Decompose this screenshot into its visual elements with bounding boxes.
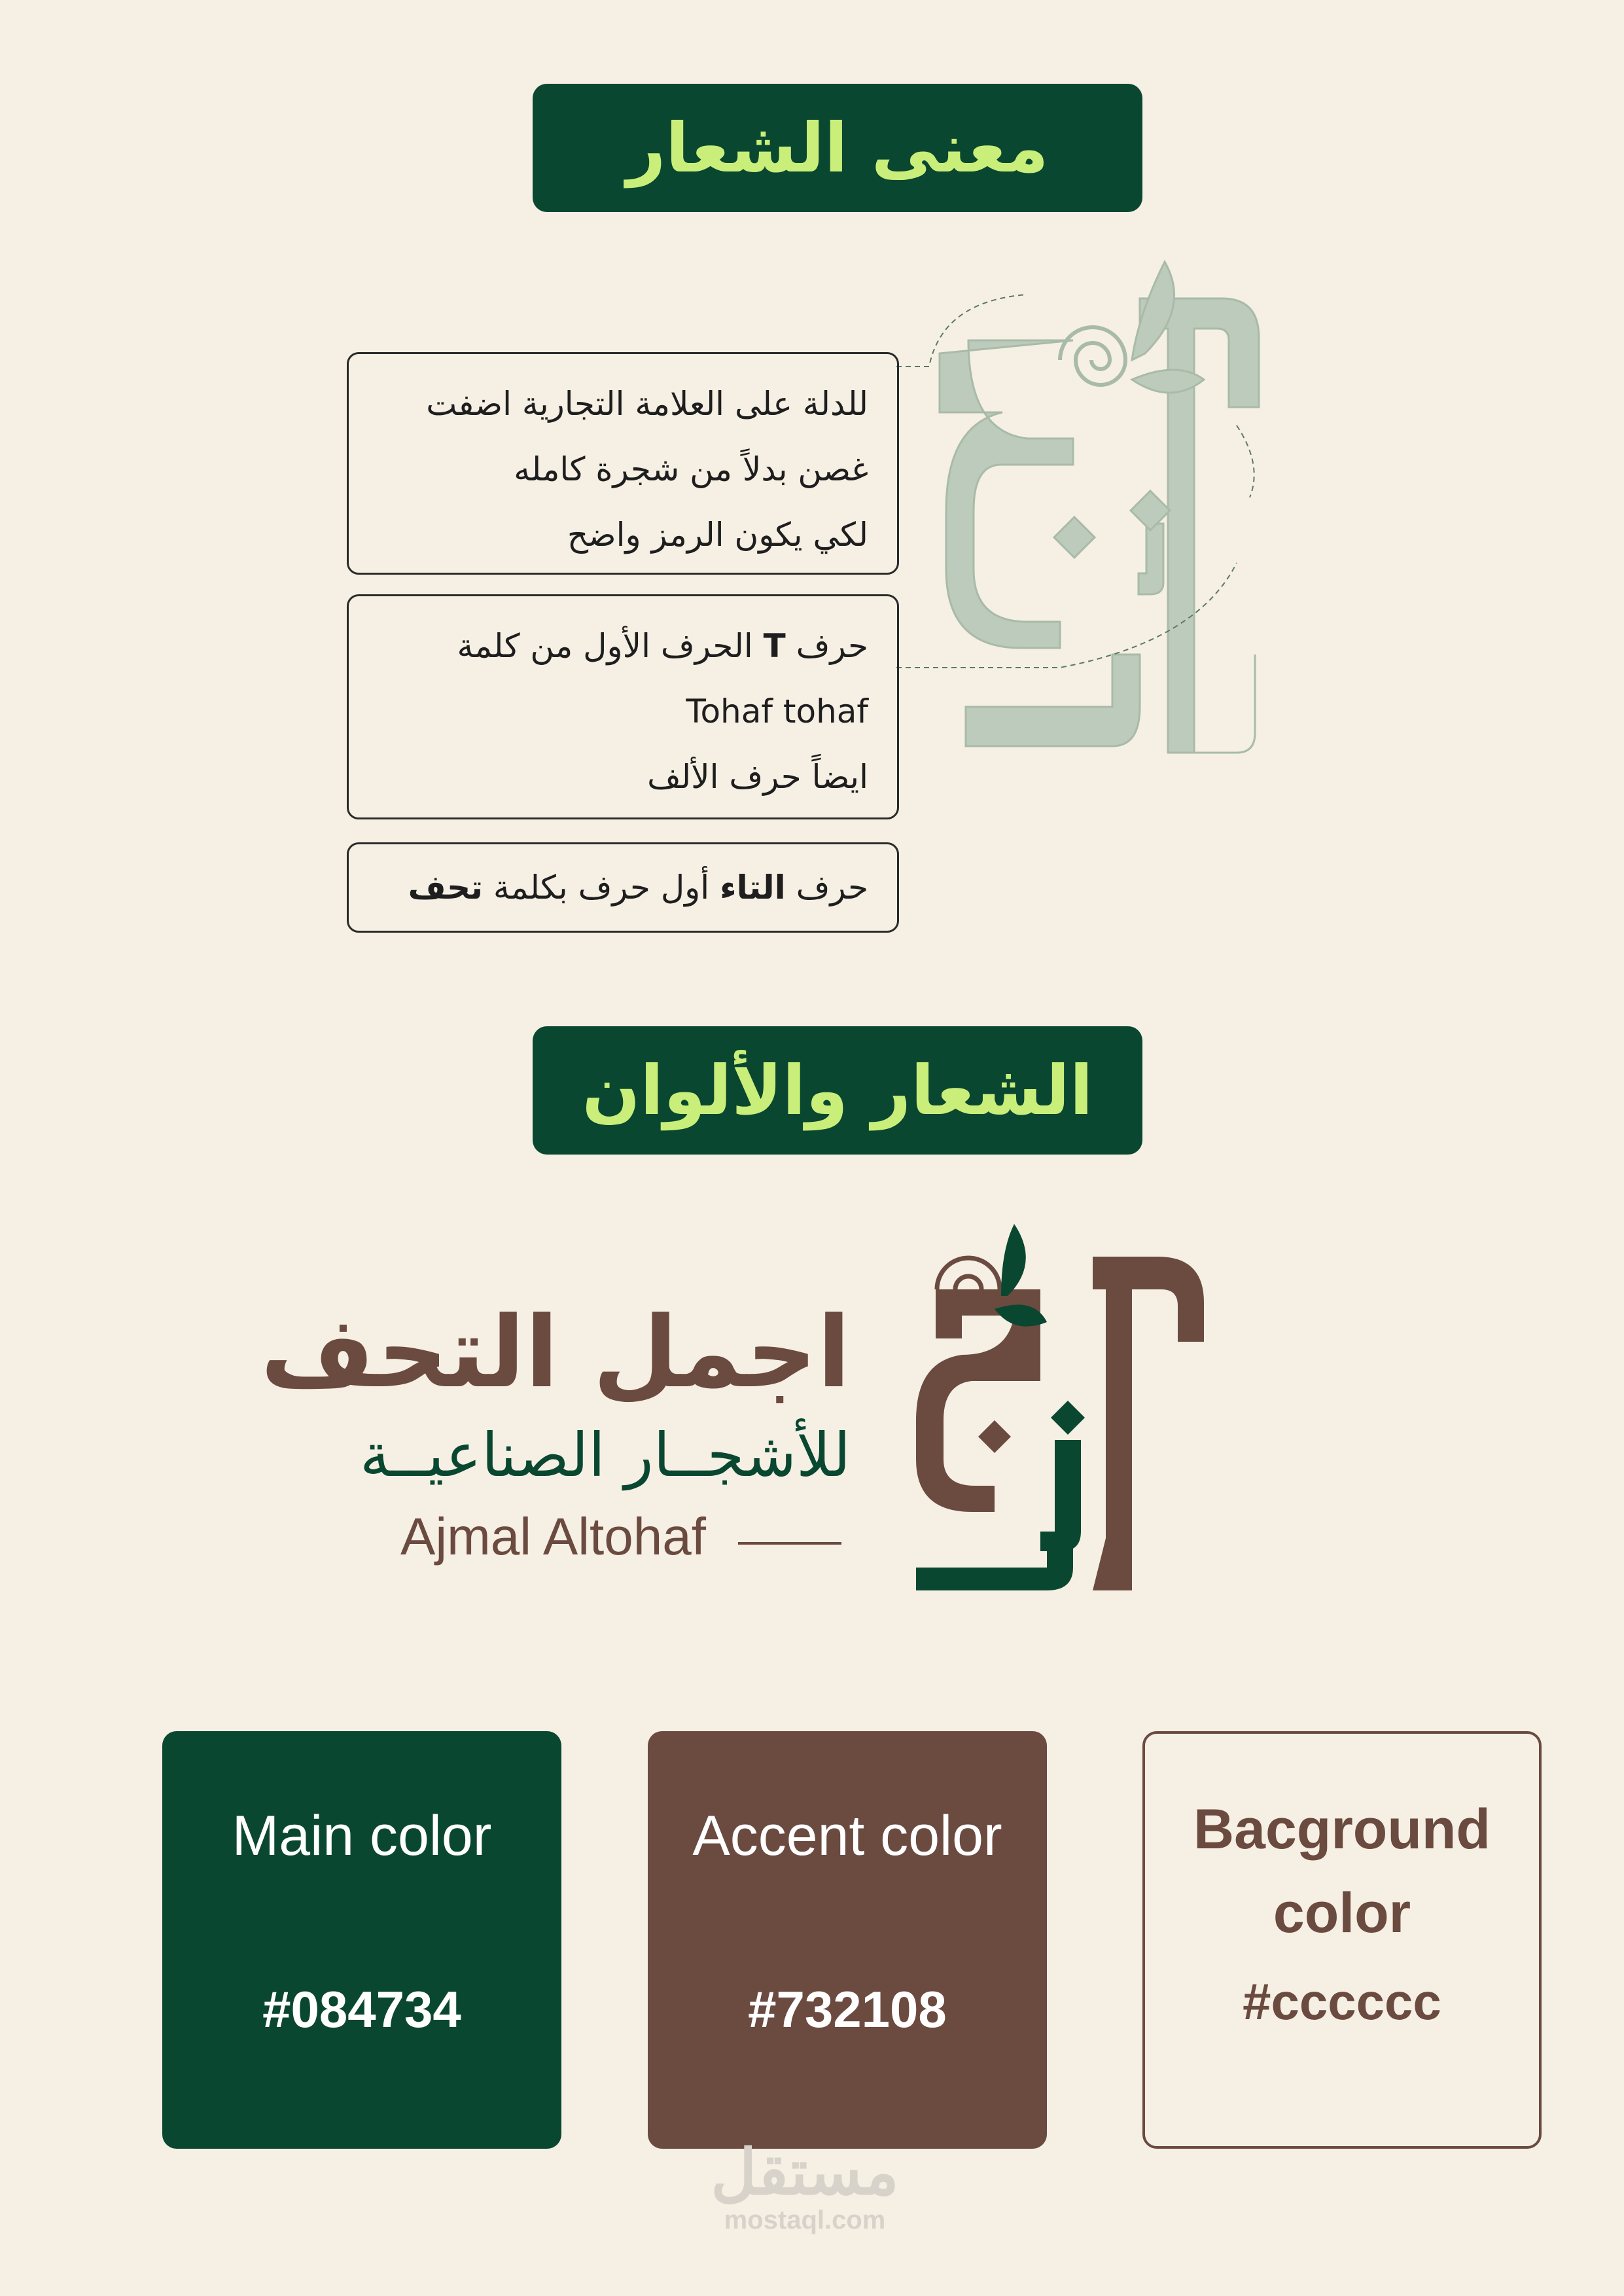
note-text: حرف [796,627,868,665]
swatch-background-label-1: Bacground [1193,1798,1491,1861]
swatch-accent-label: Accent color [692,1804,1002,1867]
note-letter-taa-line [368,855,868,920]
brand-name-english: Ajmal Altohaf [400,1507,706,1566]
swatch-accent-color [648,1731,1047,2149]
note-branch [347,352,899,575]
note-letter-t [347,594,899,819]
note-text: حرف [796,869,868,906]
logo-mark-color [909,1224,1210,1597]
brand-tagline-arabic: للأشجــار الصناعيــة [359,1420,851,1490]
note-letter-t-line-1 [368,613,868,679]
note-branch-line-1: للدلة على العلامة التجارية اضفت [426,385,868,423]
note-letter-t-line-2: Tohaf tohaf [686,692,868,730]
swatch-background-color [1142,1731,1542,2149]
note-text: الحرف الأول من كلمة [457,627,753,665]
swatch-background-label [1145,1787,1539,1955]
spiral-icon [1060,327,1125,385]
watermark-arabic: مستقل [711,2138,899,2208]
logo-mark-outline [896,249,1368,759]
swatch-main-color [162,1731,561,2149]
swatch-main-label: Main color [232,1804,492,1867]
note-letter-taa [347,842,899,933]
note-bold: T [763,627,786,665]
watermark [700,2140,909,2235]
watermark-url: mostaql.com [724,2206,886,2234]
brand-rule [738,1542,841,1545]
swatch-main-hex: #084734 [262,1981,461,2038]
logo-meaning-title: معنى الشعار [626,108,1049,188]
logo-meaning-banner [533,84,1142,212]
swatch-accent-hex: #732108 [748,1981,947,2038]
note-branch-line-2: غصن بدلاً من شجرة كامله [514,450,868,488]
note-bold: التاء [720,869,786,906]
note-bold: تحف [408,869,483,906]
note-branch-line-3: لكي يكون الرمز واضح [567,516,868,554]
swatch-background-hex: #cccccc [1243,1973,1441,2030]
note-text: أول حرف بكلمة [493,869,710,906]
note-letter-t-line-3: ايضاً حرف الألف [647,758,868,796]
swatch-background-label-2: color [1273,1882,1411,1945]
brand-name-arabic: اجمل التحف [260,1296,851,1410]
logo-colors-title: الشعار والألوان [582,1050,1093,1130]
logo-colors-banner [533,1026,1142,1155]
